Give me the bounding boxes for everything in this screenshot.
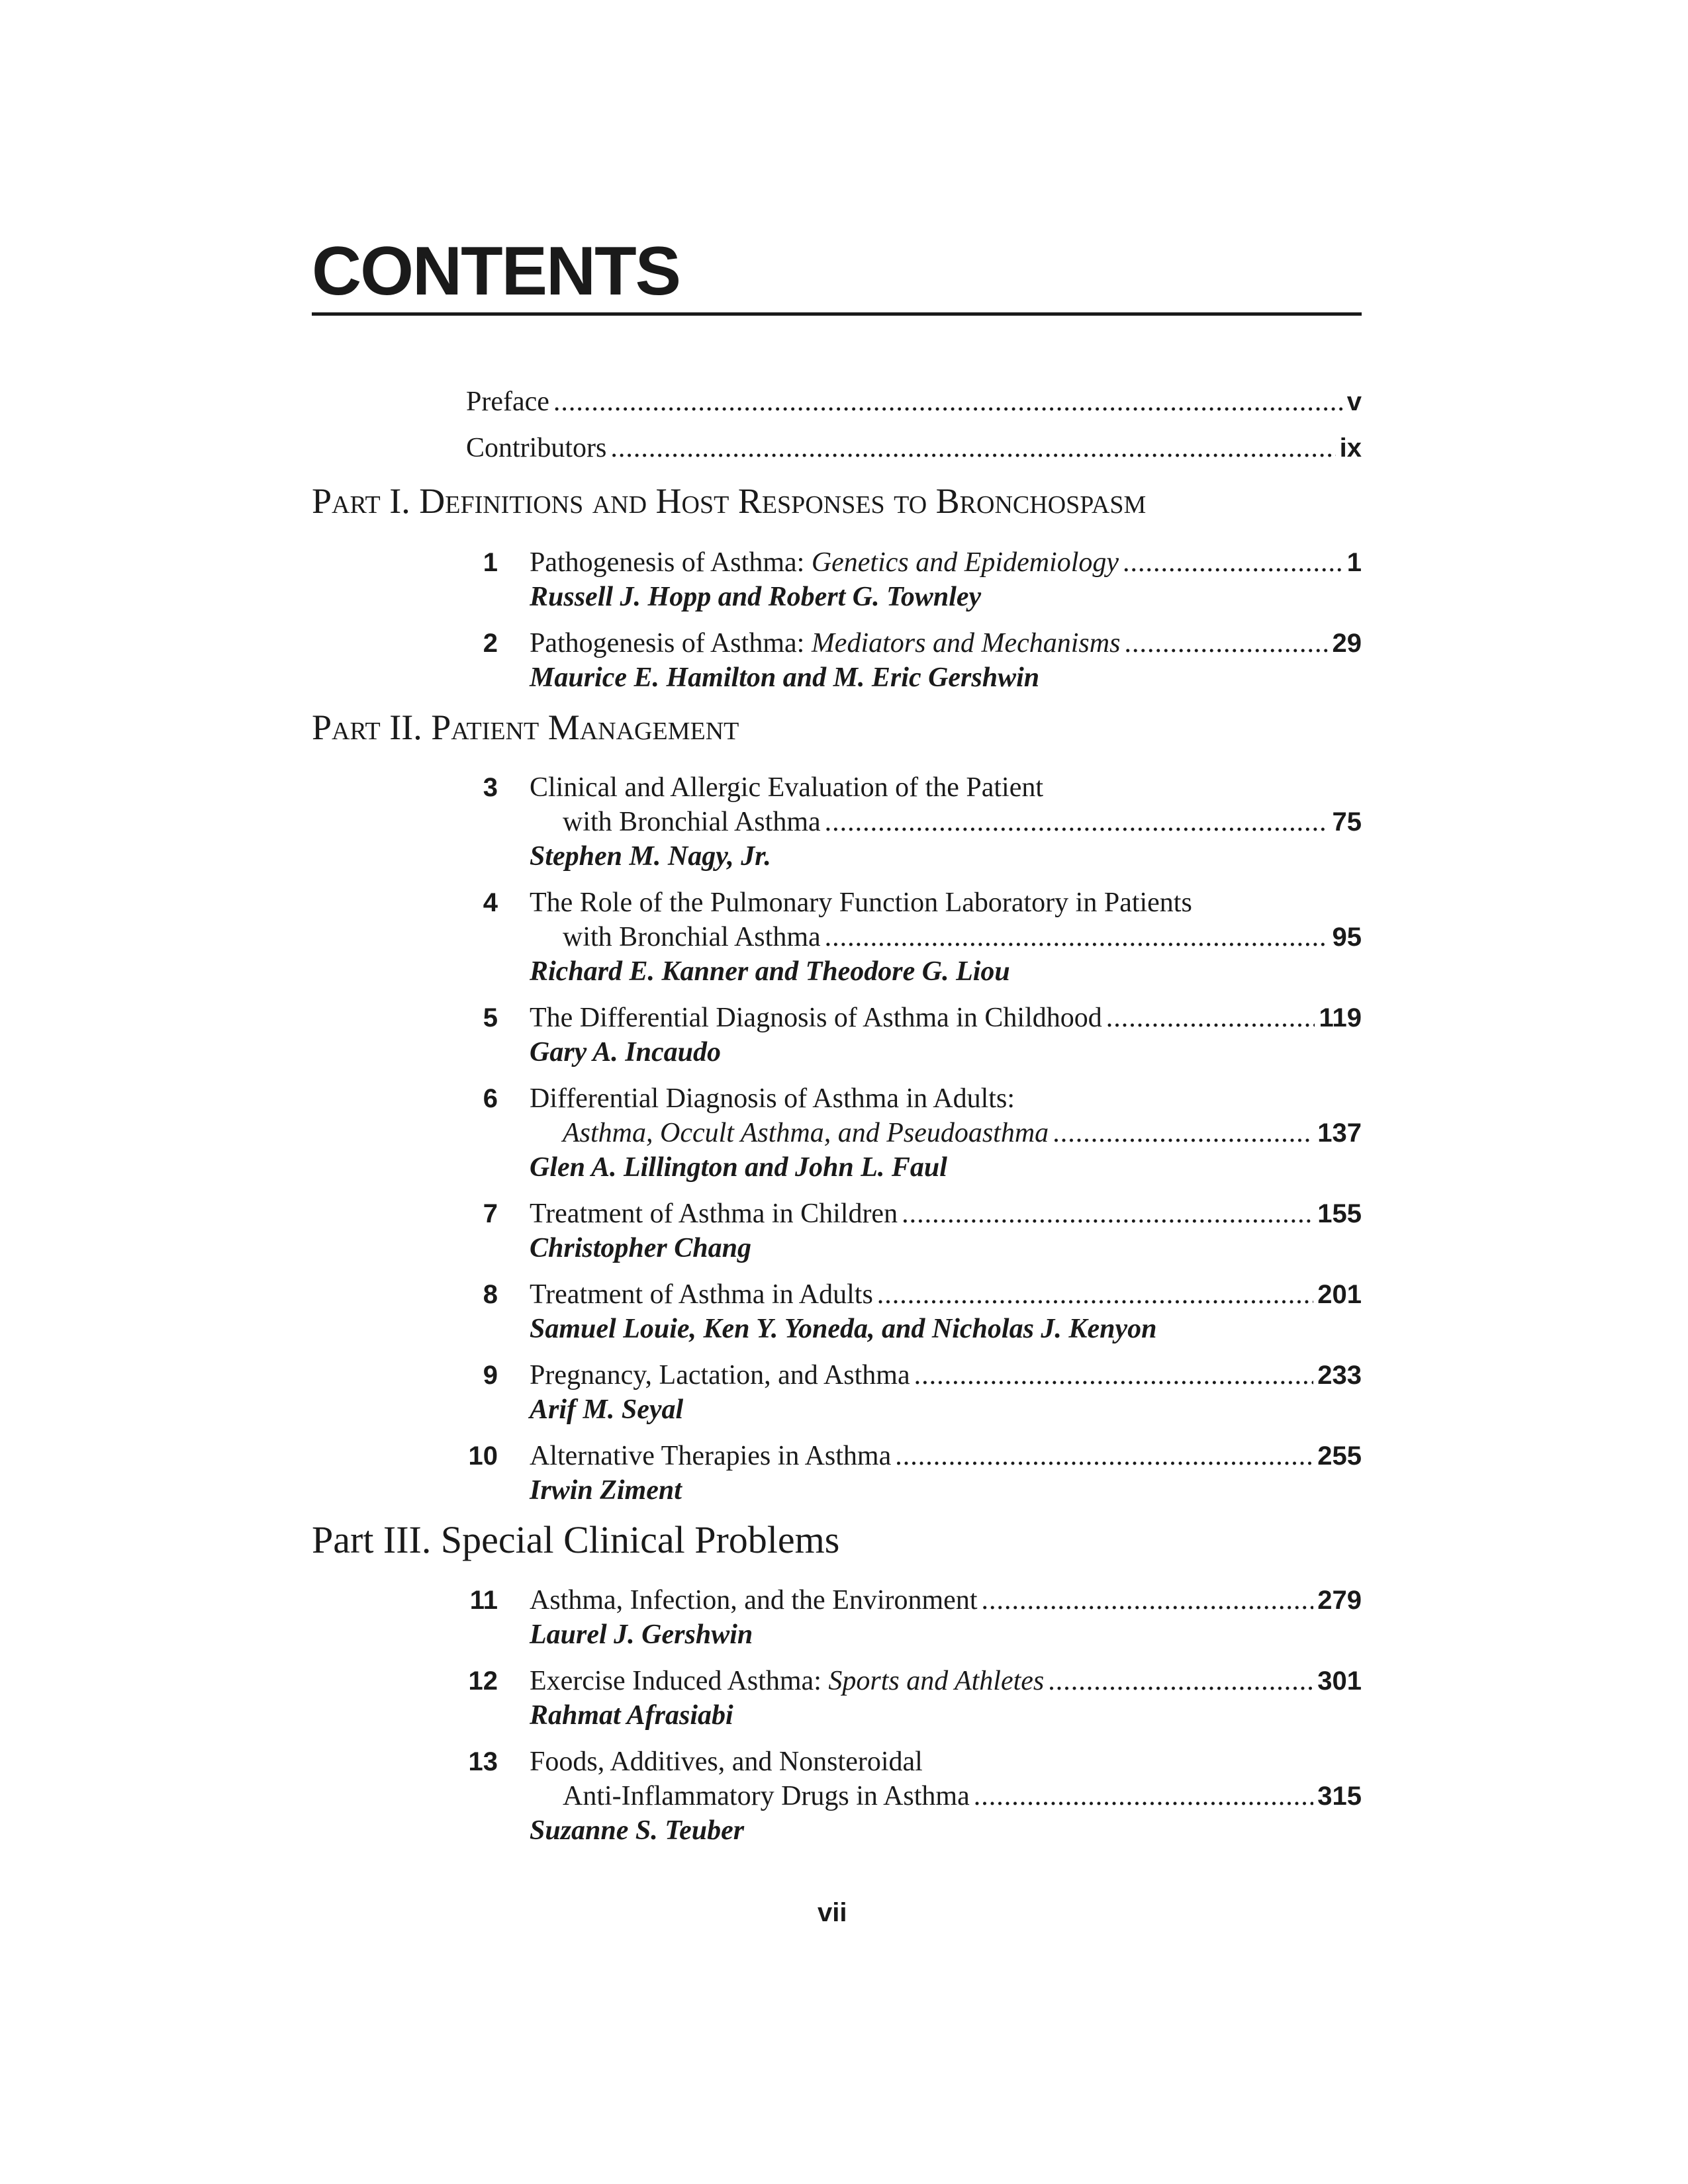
chapter-authors: Suzanne S. Teuber — [530, 1815, 745, 1846]
part-heading-2: Part II. Patient Management — [312, 707, 739, 747]
chapter-title-continued: with Bronchial Asthma — [563, 922, 821, 952]
chapter-number: 1 — [483, 548, 498, 577]
page-number: ix — [1339, 433, 1362, 463]
chapter-title: Alternative Therapies in Asthma — [530, 1441, 892, 1471]
chapter-subtitle: Genetics and Epidemiology — [811, 547, 1119, 578]
page-number: 233 — [1317, 1361, 1362, 1390]
chapter-authors: Richard E. Kanner and Theodore G. Liou — [530, 956, 1010, 987]
chapter-title: The Differential Diagnosis of Asthma in Childhood — [530, 1003, 1102, 1033]
chapter-title: Foods, Additives, and Nonsteroidal — [530, 1747, 923, 1777]
chapter-subtitle: Sports and Athletes — [828, 1666, 1045, 1696]
dot-leader — [895, 1439, 1313, 1473]
chapter-authors: Rahmat Afrasiabi — [530, 1700, 733, 1731]
toc-entry-chapter-1[interactable] — [457, 545, 1362, 614]
dot-leader — [902, 1197, 1313, 1231]
page-number: 301 — [1317, 1666, 1362, 1696]
toc-entry-chapter-7[interactable] — [457, 1197, 1362, 1265]
chapter-number: 5 — [483, 1003, 498, 1032]
chapter-authors: Russell J. Hopp and Robert G. Townley — [530, 582, 982, 612]
dot-leader — [1106, 1001, 1315, 1035]
chapter-number: 13 — [468, 1747, 498, 1776]
toc-entry-chapter-2[interactable] — [457, 626, 1362, 695]
dot-leader — [1048, 1664, 1313, 1698]
chapter-number: 4 — [483, 888, 498, 917]
chapter-number: 8 — [483, 1280, 498, 1309]
toc-entry-chapter-5[interactable] — [457, 1001, 1362, 1069]
chapter-authors: Christopher Chang — [530, 1233, 751, 1263]
toc-entry-chapter-11[interactable] — [457, 1583, 1362, 1652]
chapter-authors: Samuel Louie, Ken Y. Yoneda, and Nicholas J. Kenyon — [530, 1314, 1157, 1344]
toc-entry-chapter-8[interactable] — [457, 1277, 1362, 1346]
page-number: 155 — [1317, 1199, 1362, 1228]
page-number: 315 — [1317, 1782, 1362, 1811]
dot-leader — [974, 1779, 1314, 1813]
title-rule — [312, 312, 1362, 316]
chapter-title: The Role of the Pulmonary Function Laboratory in Patients — [530, 887, 1192, 918]
chapter-number: 2 — [483, 629, 498, 658]
toc-entry-chapter-6[interactable] — [457, 1081, 1362, 1185]
page-number: 95 — [1332, 923, 1362, 952]
chapter-authors: Glen A. Lillington and John L. Faul — [530, 1152, 947, 1183]
dot-leader — [1124, 626, 1328, 660]
toc-entry-chapter-4[interactable] — [457, 886, 1362, 989]
toc-entry-chapter-10[interactable] — [457, 1439, 1362, 1508]
chapter-title: Asthma, Infection, and the Environment — [530, 1585, 978, 1615]
chapter-title-continued: with Bronchial Asthma — [563, 807, 821, 837]
page-title: CONTENTS — [312, 233, 680, 310]
dot-leader — [982, 1583, 1314, 1617]
chapter-number: 9 — [483, 1361, 498, 1390]
page-number: 137 — [1317, 1118, 1362, 1148]
chapter-authors: Maurice E. Hamilton and M. Eric Gershwin — [530, 662, 1040, 693]
chapter-number: 10 — [468, 1441, 498, 1471]
page-number: 29 — [1332, 629, 1362, 658]
page-number: 119 — [1319, 1003, 1362, 1032]
chapter-title-continued: Anti-Inflammatory Drugs in Asthma — [563, 1781, 970, 1811]
page-number: 1 — [1346, 548, 1362, 577]
dot-leader — [825, 805, 1329, 839]
dot-leader — [610, 434, 1335, 462]
chapter-number: 6 — [483, 1084, 498, 1113]
page-number: 255 — [1317, 1441, 1362, 1471]
dot-leader — [877, 1277, 1313, 1312]
dot-leader — [825, 920, 1329, 954]
page-number: v — [1346, 387, 1362, 416]
chapter-subtitle: Asthma, Occult Asthma, and Pseudoasthma — [563, 1118, 1049, 1148]
page-number: 75 — [1332, 807, 1362, 837]
chapter-authors: Irwin Ziment — [530, 1475, 682, 1506]
page-folio: vii — [818, 1898, 847, 1927]
toc-entry-chapter-3[interactable] — [457, 770, 1362, 874]
chapter-title: Exercise Induced Asthma: — [530, 1666, 821, 1696]
chapter-title: Clinical and Allergic Evaluation of the Patient — [530, 772, 1044, 803]
chapter-authors: Laurel J. Gershwin — [530, 1619, 753, 1650]
chapter-authors: Gary A. Incaudo — [530, 1037, 721, 1068]
chapter-title: Pregnancy, Lactation, and Asthma — [530, 1360, 910, 1390]
dot-leader — [1053, 1116, 1313, 1150]
chapter-number: 11 — [469, 1586, 498, 1615]
entry-label: Contributors — [466, 433, 607, 463]
chapter-title: Treatment of Asthma in Children — [530, 1199, 898, 1229]
dot-leader — [1123, 545, 1343, 580]
chapter-authors: Arif M. Seyal — [530, 1394, 684, 1425]
chapter-number: 7 — [483, 1199, 498, 1228]
chapter-title: Differential Diagnosis of Asthma in Adults: — [530, 1083, 1015, 1114]
page-number: 201 — [1317, 1280, 1362, 1309]
toc-entry-chapter-13[interactable] — [457, 1745, 1362, 1848]
chapter-title: Treatment of Asthma in Adults — [530, 1279, 873, 1310]
part-heading-3: Part III. Special Clinical Problems — [312, 1518, 840, 1561]
page-number: 279 — [1317, 1586, 1362, 1615]
dot-leader — [553, 388, 1343, 416]
entry-label: Preface — [466, 387, 549, 417]
dot-leader — [914, 1358, 1314, 1392]
chapter-number: 3 — [483, 773, 498, 802]
part-heading-1: Part I. Definitions and Host Responses to Bronchospasm — [312, 481, 1147, 521]
chapter-title: Pathogenesis of Asthma: — [530, 547, 805, 578]
chapter-title: Pathogenesis of Asthma: — [530, 628, 805, 659]
toc-entry-chapter-12[interactable] — [457, 1664, 1362, 1733]
chapter-authors: Stephen M. Nagy, Jr. — [530, 841, 771, 872]
chapter-subtitle: Mediators and Mechanisms — [811, 628, 1121, 659]
toc-entry-contributors[interactable] — [466, 434, 1362, 462]
toc-entry-preface[interactable] — [466, 388, 1362, 416]
toc-entry-chapter-9[interactable] — [457, 1358, 1362, 1427]
chapter-number: 12 — [468, 1666, 498, 1696]
